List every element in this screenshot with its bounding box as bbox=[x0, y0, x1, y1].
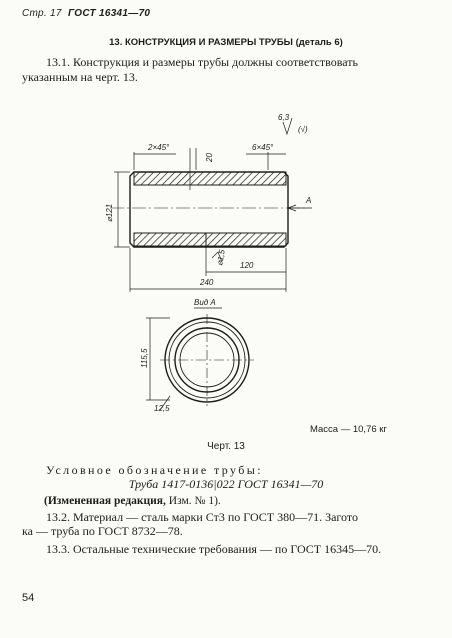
designation-heading: Условное обозначение трубы: bbox=[46, 463, 263, 477]
paragraph-13-1-line1: 13.1. Конструкция и размеры трубы должны соответствовать bbox=[46, 55, 358, 69]
page-number: 54 bbox=[22, 592, 35, 604]
paragraph-13-3: 13.3. Остальные технические требования — по ГОСТ 16345—70. bbox=[46, 542, 382, 556]
pipe-section bbox=[110, 172, 312, 248]
diameter-label: ⌀121 bbox=[105, 203, 114, 222]
edit-note bbox=[44, 495, 221, 507]
edit-note-bold: (Измененная редакция, bbox=[44, 495, 166, 507]
paragraph-13-2-line1: 13.2. Материал — сталь марки Ст3 по ГОСТ 380—71. Загото bbox=[46, 510, 358, 524]
view-a-label: Вид А bbox=[194, 298, 216, 307]
figure-caption: Черт. 13 bbox=[207, 441, 245, 452]
diameter-dimension-line bbox=[114, 172, 130, 247]
roughness-label: 6,3 bbox=[278, 113, 290, 122]
paragraph-13-1-line2: указанным на черт. 13. bbox=[22, 70, 138, 84]
designation-code: Труба 1417-0136|022 ГОСТ 16341—70 bbox=[128, 477, 324, 491]
header-page: Стр. 17 bbox=[22, 8, 62, 19]
chamfer-right-label: 6×45° bbox=[252, 143, 274, 152]
edit-note-rest: Изм. № 1). bbox=[165, 495, 221, 507]
view-arrow-label: A bbox=[306, 196, 312, 205]
roughness-mark: (√) bbox=[298, 125, 308, 134]
mass-note: Масса — 10,76 кг bbox=[310, 424, 387, 435]
bore-label: ⌀1,5 bbox=[215, 249, 227, 267]
header-standard: ГОСТ 16341—70 bbox=[67, 8, 151, 19]
paragraph-13-2-line2: ка — труба по ГОСТ 8732—78. bbox=[22, 524, 183, 538]
chamfer-left-label: 2×45° bbox=[148, 143, 170, 152]
length-240-label: 240 bbox=[200, 278, 214, 287]
dimension-12-5: 12,5 bbox=[154, 404, 170, 413]
section-title: 13. КОНСТРУКЦИЯ И РАЗМЕРЫ ТРУБЫ (деталь 6) bbox=[109, 37, 343, 48]
dimension-115-5: 115,5 bbox=[140, 348, 149, 368]
view-a-rings bbox=[146, 314, 254, 410]
wall-dimension: 20 bbox=[205, 153, 214, 162]
length-120-label: 120 bbox=[240, 261, 254, 270]
